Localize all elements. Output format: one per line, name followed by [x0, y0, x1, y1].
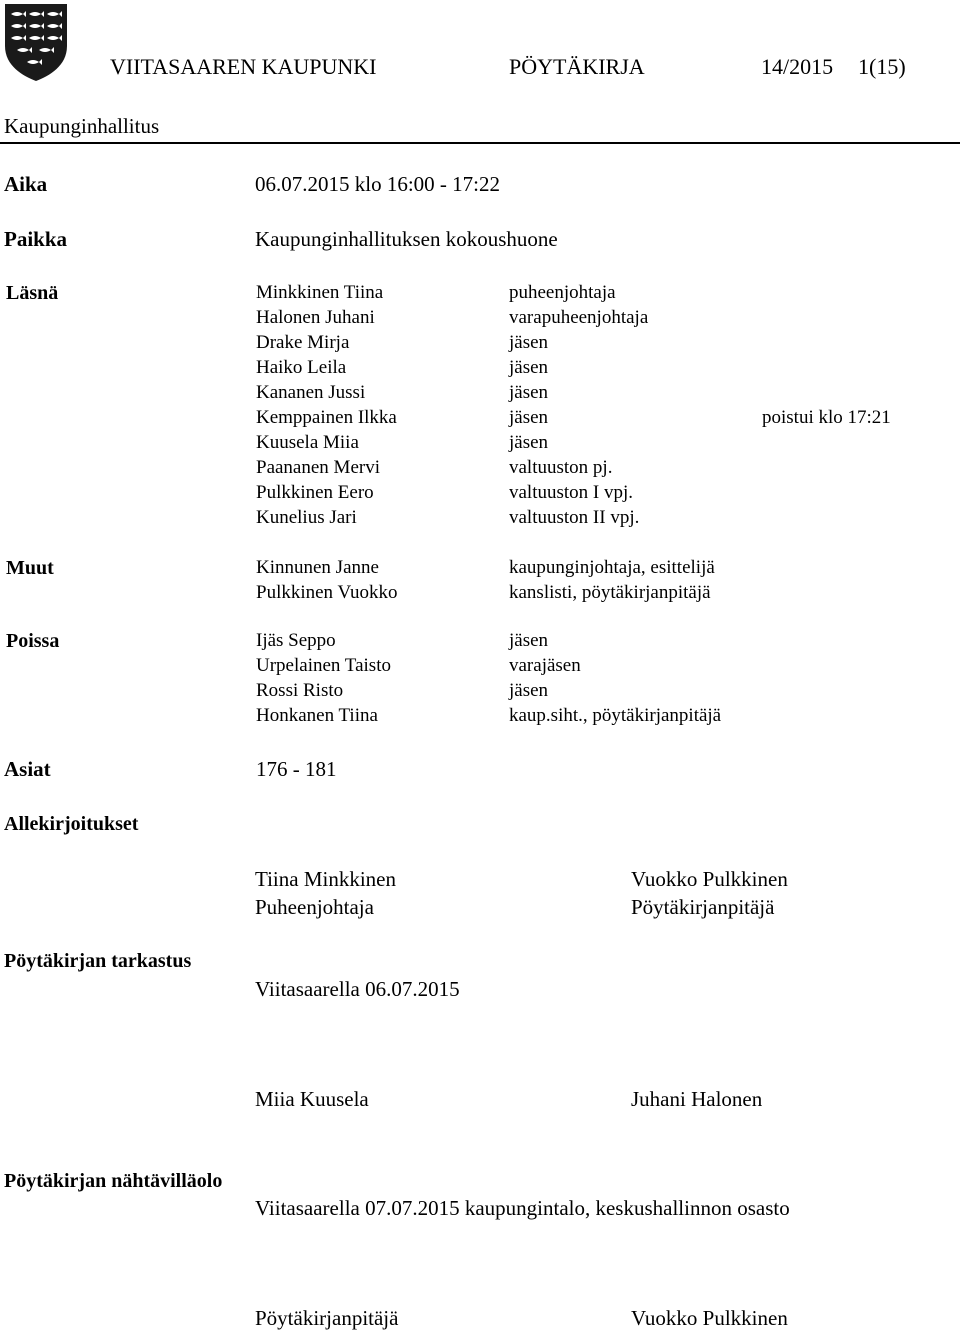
asiat-value: 176 - 181: [256, 757, 337, 781]
attendee-role: jäsen: [509, 332, 549, 353]
attendee-name: Paananen Mervi: [256, 457, 380, 478]
document-type: PÖYTÄKIRJA: [509, 54, 645, 79]
inspector-1-name: Miia Kuusela: [255, 1087, 369, 1111]
municipality-name: VIITASAAREN KAUPUNKI: [110, 54, 377, 79]
footer-name: Vuokko Pulkkinen: [631, 1306, 788, 1330]
aika-label: Aika: [4, 172, 48, 196]
document-number: 14/2015: [761, 54, 834, 79]
aika-value: 06.07.2015 klo 16:00 - 17:22: [255, 172, 500, 196]
footer-title: Pöytäkirjanpitäjä: [255, 1306, 399, 1330]
absent-name: Ijäs Seppo: [256, 630, 336, 651]
attendee-name: Kananen Jussi: [256, 382, 366, 403]
absent-name: Rossi Risto: [256, 680, 344, 701]
secretary-title: Pöytäkirjanpitäjä: [631, 895, 775, 919]
other-role: kaupunginjohtaja, esittelijä: [509, 557, 715, 578]
header-divider: [0, 142, 960, 144]
inspector-2-name: Juhani Halonen: [631, 1087, 763, 1111]
absent-name: Honkanen Tiina: [256, 705, 378, 726]
public-display-value: Viitasaarella 07.07.2015 kaupungintalo, keskushallinnon osasto: [255, 1196, 790, 1220]
attendee-role: valtuuston pj.: [509, 457, 613, 478]
attendee-name: Kemppainen Ilkka: [256, 407, 397, 428]
chair-title: Puheenjohtaja: [255, 895, 374, 919]
other-name: Kinnunen Janne: [256, 557, 379, 578]
absent-role: jäsen: [509, 630, 549, 651]
absent-role: jäsen: [509, 680, 549, 701]
attendee-name: Halonen Juhani: [256, 307, 375, 328]
absent-role: kaup.siht., pöytäkirjanpitäjä: [509, 705, 722, 726]
inspection-place-date: Viitasaarella 06.07.2015: [255, 977, 460, 1001]
attendee-note: poistui klo 17:21: [762, 407, 891, 428]
attendee-role: jäsen: [509, 432, 549, 453]
chair-name: Tiina Minkkinen: [255, 867, 396, 891]
absent-name: Urpelainen Taisto: [256, 655, 391, 676]
organ-name: Kaupunginhallitus: [4, 114, 160, 138]
attendee-name: Kunelius Jari: [256, 507, 357, 528]
attendee-name: Minkkinen Tiina: [256, 282, 384, 303]
attendee-role: jäsen: [509, 382, 549, 403]
other-role: kanslisti, pöytäkirjanpitäjä: [509, 582, 711, 603]
attendee-name: Haiko Leila: [256, 357, 347, 378]
attendee-role: varapuheenjohtaja: [509, 307, 649, 328]
paikka-value: Kaupunginhallituksen kokoushuone: [255, 227, 558, 251]
coat-of-arms-icon: [3, 2, 69, 82]
attendee-name: Drake Mirja: [256, 332, 350, 353]
secretary-name: Vuokko Pulkkinen: [631, 867, 788, 891]
attendee-role: valtuuston II vpj.: [509, 507, 640, 528]
signatures-label: Allekirjoitukset: [4, 813, 139, 835]
public-display-label: Pöytäkirjan nähtävilläolo: [4, 1170, 223, 1192]
asiat-label: Asiat: [4, 757, 51, 781]
absent-role: varajäsen: [509, 655, 581, 676]
attendee-name: Pulkkinen Eero: [256, 482, 374, 503]
attendee-role: jäsen: [509, 357, 549, 378]
poissa-label: Poissa: [6, 630, 60, 652]
attendee-role: jäsen: [509, 407, 549, 428]
attendee-name: Kuusela Miia: [256, 432, 359, 453]
inspection-label: Pöytäkirjan tarkastus: [4, 950, 192, 972]
attendee-role: puheenjohtaja: [509, 282, 616, 303]
page-number: 1(15): [858, 54, 906, 79]
paikka-label: Paikka: [4, 227, 68, 251]
muut-label: Muut: [6, 557, 54, 579]
attendee-role: valtuuston I vpj.: [509, 482, 634, 503]
lasna-label: Läsnä: [6, 282, 59, 304]
other-name: Pulkkinen Vuokko: [256, 582, 398, 603]
